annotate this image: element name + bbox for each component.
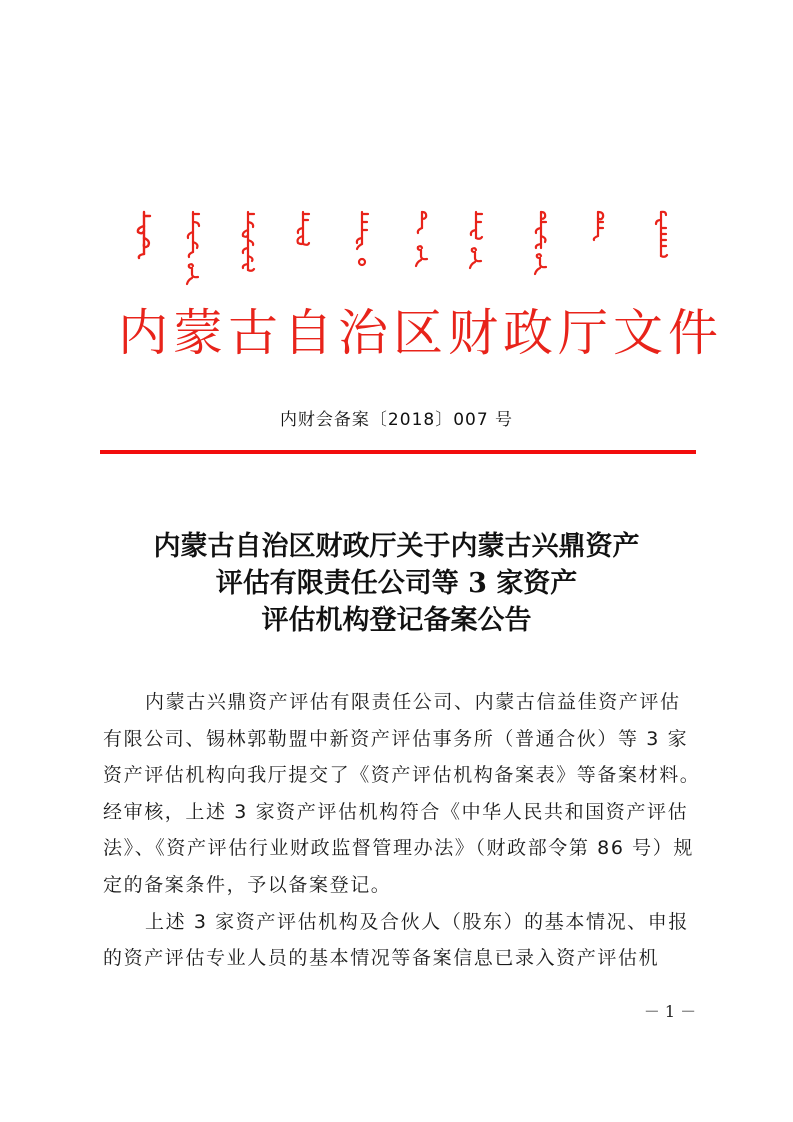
paragraph-1-line-3: 资产评估机构向我厅提交了《资产评估机构备案表》等备案材料。: [103, 764, 701, 787]
mongolian-word-4: [293, 208, 313, 288]
paragraph-1-line-6: 定的备案条件，予以备案登记。: [103, 873, 392, 896]
mongolian-word-1: [134, 208, 154, 288]
mongolian-word-9: [588, 208, 608, 288]
paragraph-2-line-1: 上述 3 家资产评估机构及合伙人（股东）的基本情况、申报: [145, 910, 689, 933]
mongolian-word-3: [238, 208, 258, 288]
mongolian-word-5: [352, 208, 372, 288]
issuer-title: 内蒙古自治区财政厅文件: [118, 304, 723, 362]
announcement-heading: [0, 528, 793, 639]
paragraph-1-line-4: 经审核，上述 3 家资产评估机构符合《中华人民共和国资产评估: [103, 800, 689, 823]
mongolian-word-8: [531, 208, 551, 288]
mongolian-word-2: [183, 208, 203, 288]
mongolian-word-7: [466, 208, 486, 288]
paragraph-1-line-2: 有限公司、锡林郭勒盟中新资产评估事务所（普通合伙）等 3 家: [103, 727, 689, 750]
heading-line-2: 评估有限责任公司等 3 家资产: [215, 568, 578, 599]
page-number: － 1 －: [643, 1002, 697, 1021]
red-separator-line: [100, 450, 696, 454]
mongolian-script-header: [100, 208, 700, 288]
paragraph-1-line-1: 内蒙古兴鼎资产评估有限责任公司、内蒙古信益佳资产评估: [145, 691, 681, 713]
mongolian-word-6: [412, 208, 432, 288]
document-number: 内财会备案〔2018〕007 号: [279, 410, 514, 430]
heading-line-3: 评估机构登记备案公告: [261, 605, 532, 636]
paragraph-1-line-5: 法》、《资产评估行业财政监督管理办法》（财政部令第 86 号）规: [103, 837, 694, 860]
paragraph-2-line-2: 的资产评估专业人员的基本情况等备案信息已录入资产评估机: [103, 947, 660, 970]
mongolian-word-10: [651, 208, 671, 288]
body-text: [103, 684, 701, 977]
heading-line-1: 内蒙古自治区财政厅关于内蒙古兴鼎资产: [153, 531, 640, 562]
